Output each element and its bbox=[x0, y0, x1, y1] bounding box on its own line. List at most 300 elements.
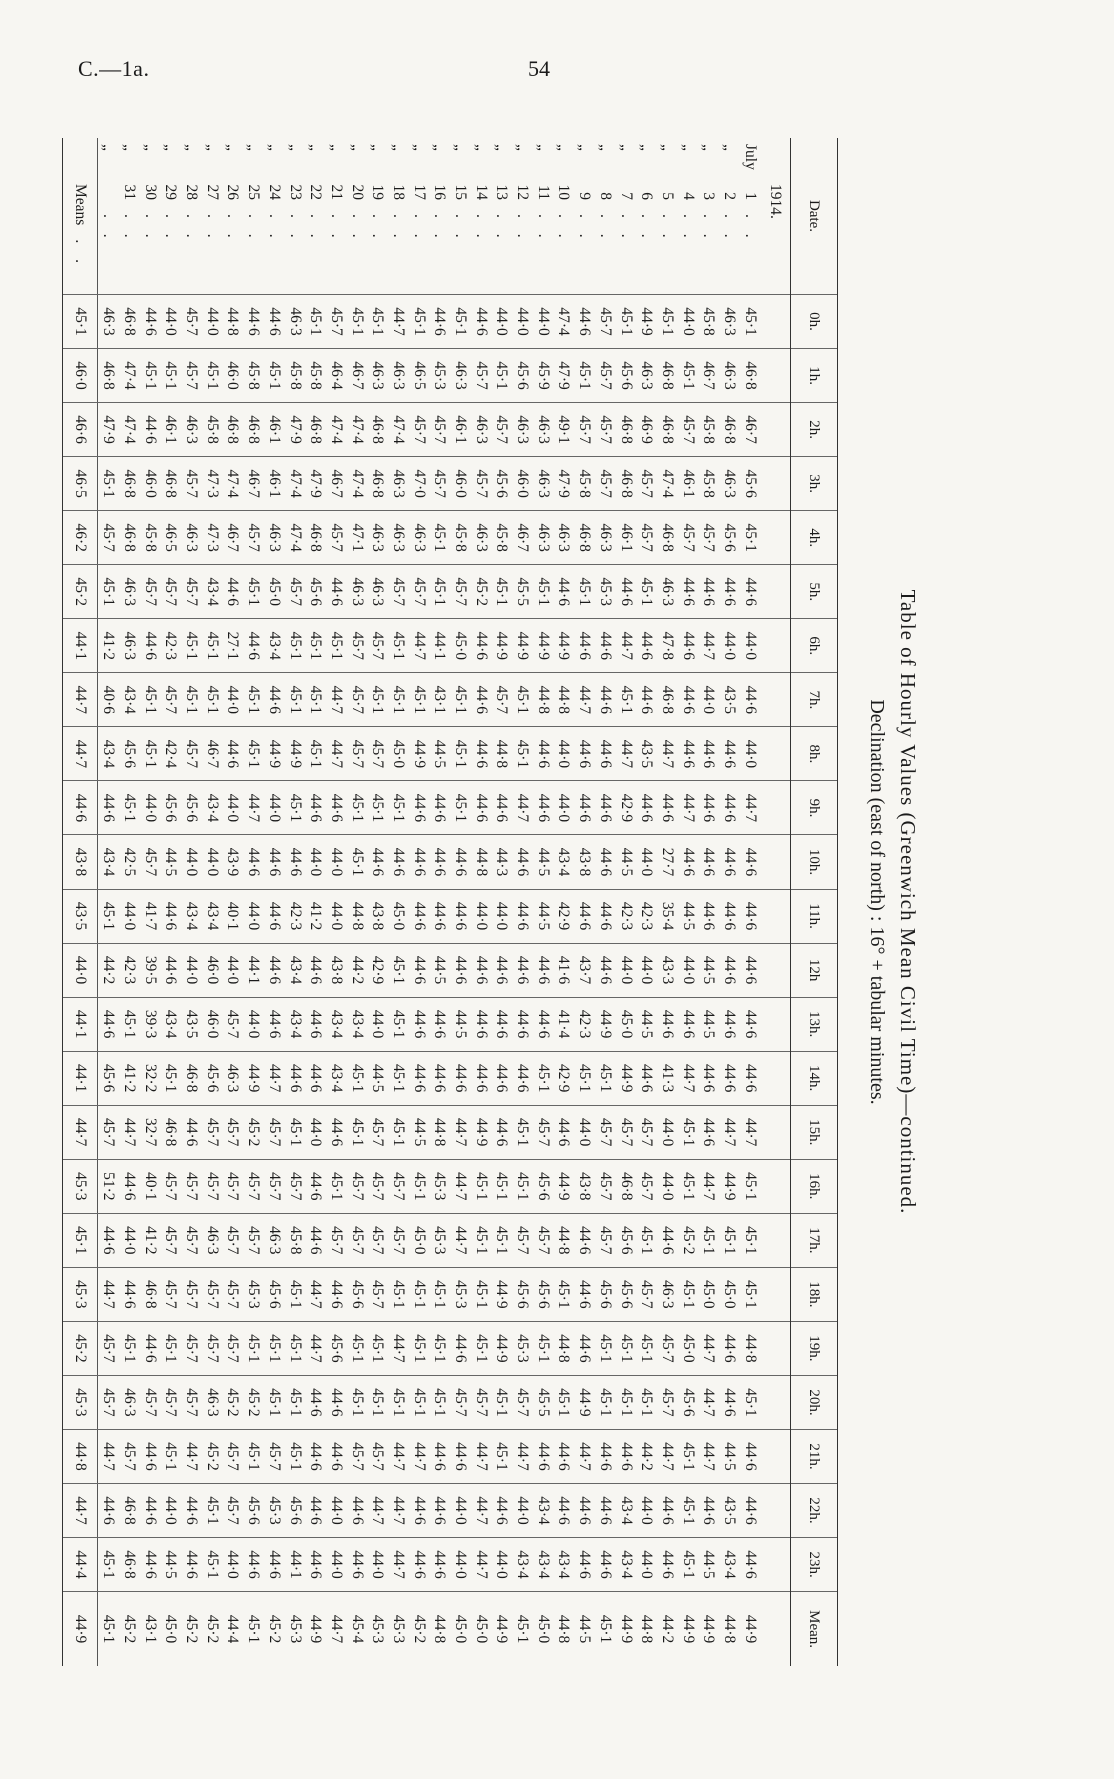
value-cell: 44·9 bbox=[305, 1592, 326, 1666]
value-cell: 45·1 bbox=[284, 619, 305, 673]
month-label: „ bbox=[534, 144, 552, 151]
month-label: July bbox=[741, 144, 759, 170]
value-cell: 44·8 bbox=[532, 673, 553, 727]
value-cell: 44·0 bbox=[326, 889, 347, 943]
date-cell bbox=[98, 138, 119, 295]
value-cell: 46·8 bbox=[305, 403, 326, 457]
value-cell: 46·3 bbox=[470, 511, 491, 565]
value-cell: 45·1 bbox=[346, 835, 367, 889]
value-cell: 44·6 bbox=[139, 1484, 160, 1538]
empty-cell bbox=[760, 1375, 791, 1429]
value-cell: 45·1 bbox=[243, 727, 264, 781]
value-cell: 46·8 bbox=[615, 1159, 636, 1213]
table-row bbox=[388, 138, 409, 1666]
value-cell: 46·3 bbox=[532, 457, 553, 511]
value-cell: 44·6 bbox=[222, 727, 243, 781]
day-number: 5 bbox=[658, 192, 676, 200]
month-label: „ bbox=[183, 144, 201, 151]
value-cell: 45·1 bbox=[367, 781, 388, 835]
value-cell: 45·3 bbox=[388, 1592, 409, 1666]
value-cell: 45·7 bbox=[636, 1267, 657, 1321]
value-cell: 45·7 bbox=[326, 511, 347, 565]
value-cell: 45·1 bbox=[264, 1321, 285, 1375]
value-cell: 42·3 bbox=[615, 889, 636, 943]
value-cell: 45·0 bbox=[470, 1592, 491, 1666]
value-cell: 43·4 bbox=[553, 835, 574, 889]
value-cell: 45·8 bbox=[491, 511, 512, 565]
value-cell: 44·6 bbox=[470, 781, 491, 835]
value-cell: 45·9 bbox=[532, 349, 553, 403]
value-cell: 45·7 bbox=[264, 1429, 285, 1483]
value-cell: 44·6 bbox=[491, 781, 512, 835]
value-cell: 45·7 bbox=[388, 565, 409, 619]
value-cell: 46·0 bbox=[450, 457, 471, 511]
value-cell: 44·6 bbox=[429, 835, 450, 889]
value-cell: 44·0 bbox=[160, 1484, 181, 1538]
value-cell: 45·7 bbox=[160, 1267, 181, 1321]
column-header: 7h. bbox=[791, 673, 838, 727]
value-cell: 45·7 bbox=[284, 1159, 305, 1213]
value-cell: 45·1 bbox=[677, 1484, 698, 1538]
empty-cell bbox=[760, 1429, 791, 1483]
value-cell: 44·7 bbox=[657, 727, 678, 781]
value-cell: 45·1 bbox=[305, 619, 326, 673]
value-cell: 44·7 bbox=[470, 1538, 491, 1592]
value-cell: 44·6 bbox=[429, 1484, 450, 1538]
value-cell: 43·5 bbox=[181, 997, 202, 1051]
value-cell: 46·8 bbox=[139, 1267, 160, 1321]
value-cell: 45·7 bbox=[408, 565, 429, 619]
value-cell: 45·1 bbox=[615, 295, 636, 349]
value-cell: 44·6 bbox=[595, 1538, 616, 1592]
value-cell: 44·7 bbox=[677, 781, 698, 835]
value-cell: 46·8 bbox=[657, 511, 678, 565]
leader-dots: . . bbox=[431, 214, 449, 244]
value-cell: 45·1 bbox=[450, 781, 471, 835]
value-cell: 46·3 bbox=[408, 511, 429, 565]
table-row bbox=[636, 138, 657, 1666]
value-cell: 44·7 bbox=[326, 1592, 347, 1666]
value-cell: 45·0 bbox=[450, 619, 471, 673]
value-cell: 39·3 bbox=[139, 997, 160, 1051]
day-number: 30 bbox=[141, 184, 159, 200]
value-cell: 45·7 bbox=[181, 565, 202, 619]
value-cell: 45·7 bbox=[698, 511, 719, 565]
value-cell: 44·0 bbox=[677, 943, 698, 997]
value-cell: 46·8 bbox=[98, 349, 119, 403]
value-cell: 44·0 bbox=[491, 295, 512, 349]
column-header: 23h. bbox=[791, 1538, 838, 1592]
month-label: „ bbox=[203, 144, 221, 151]
value-cell: 44·1 bbox=[284, 1538, 305, 1592]
value-cell: 44·6 bbox=[698, 781, 719, 835]
table-row bbox=[367, 138, 388, 1666]
value-cell: 44·6 bbox=[615, 1429, 636, 1483]
value-cell: 45·1 bbox=[388, 673, 409, 727]
leader-dots: . . bbox=[183, 214, 201, 244]
value-cell: 44·6 bbox=[574, 889, 595, 943]
value-cell: 44·6 bbox=[595, 1484, 616, 1538]
value-cell: 44·6 bbox=[698, 727, 719, 781]
value-cell: 45·7 bbox=[160, 673, 181, 727]
value-cell: 43·4 bbox=[284, 943, 305, 997]
value-cell: 45·7 bbox=[222, 1159, 243, 1213]
value-cell: 44·6 bbox=[181, 1105, 202, 1159]
mean-value-cell: 45·2 bbox=[63, 565, 98, 619]
day-number: 20 bbox=[348, 184, 366, 200]
month-label: „ bbox=[348, 144, 366, 151]
value-cell: 45·1 bbox=[677, 1538, 698, 1592]
value-cell: 44·6 bbox=[739, 1484, 760, 1538]
value-cell: 27·1 bbox=[222, 619, 243, 673]
value-cell: 44·6 bbox=[719, 835, 740, 889]
date-cell bbox=[470, 138, 491, 295]
value-cell: 45·6 bbox=[491, 457, 512, 511]
value-cell: 46·1 bbox=[264, 403, 285, 457]
value-cell: 46·5 bbox=[408, 349, 429, 403]
value-cell: 45·1 bbox=[284, 781, 305, 835]
leader-dots: . . bbox=[307, 214, 325, 244]
value-cell: 45·1 bbox=[532, 1321, 553, 1375]
value-cell: 45·6 bbox=[243, 1484, 264, 1538]
leader-dots: . . bbox=[162, 214, 180, 244]
month-label: „ bbox=[431, 144, 449, 151]
value-cell: 45·6 bbox=[264, 1267, 285, 1321]
rotated-table-area bbox=[72, 102, 988, 1702]
value-cell: 44·0 bbox=[636, 943, 657, 997]
month-label: „ bbox=[617, 144, 635, 151]
month-label: „ bbox=[245, 144, 263, 151]
value-cell: 45·7 bbox=[119, 1429, 140, 1483]
mean-value-cell: 44·7 bbox=[63, 1484, 98, 1538]
value-cell: 42·9 bbox=[553, 1051, 574, 1105]
date-cell bbox=[222, 138, 243, 295]
date-cell bbox=[491, 138, 512, 295]
value-cell: 45·0 bbox=[450, 1592, 471, 1666]
month-label: „ bbox=[410, 144, 428, 151]
value-cell: 44·6 bbox=[264, 943, 285, 997]
value-cell: 45·1 bbox=[615, 1375, 636, 1429]
value-cell: 44·5 bbox=[698, 943, 719, 997]
value-cell: 43·4 bbox=[98, 835, 119, 889]
value-cell: 44·8 bbox=[553, 1213, 574, 1267]
table-row bbox=[264, 138, 285, 1666]
column-header: 17h. bbox=[791, 1213, 838, 1267]
mean-value-cell: 46·0 bbox=[63, 349, 98, 403]
table-row bbox=[408, 138, 429, 1666]
value-cell: 44·6 bbox=[264, 889, 285, 943]
value-cell: 44·6 bbox=[739, 673, 760, 727]
value-cell: 45·7 bbox=[367, 1213, 388, 1267]
value-cell: 46·8 bbox=[119, 1484, 140, 1538]
value-cell: 44·9 bbox=[491, 1592, 512, 1666]
value-cell: 44·6 bbox=[739, 943, 760, 997]
value-cell: 45·6 bbox=[719, 511, 740, 565]
value-cell: 41·7 bbox=[139, 889, 160, 943]
value-cell: 46·3 bbox=[367, 511, 388, 565]
value-cell: 44·6 bbox=[119, 1159, 140, 1213]
value-cell: 44·6 bbox=[677, 673, 698, 727]
month-label: „ bbox=[679, 144, 697, 151]
date-cell bbox=[615, 138, 636, 295]
value-cell: 45·7 bbox=[264, 1105, 285, 1159]
value-cell: 45·1 bbox=[346, 1375, 367, 1429]
value-cell: 44·6 bbox=[595, 1429, 616, 1483]
value-cell: 42·3 bbox=[160, 619, 181, 673]
value-cell: 46·8 bbox=[160, 457, 181, 511]
value-cell: 45·1 bbox=[574, 349, 595, 403]
value-cell: 45·1 bbox=[553, 1267, 574, 1321]
table-row bbox=[698, 138, 719, 1666]
table-row bbox=[201, 138, 222, 1666]
value-cell: 46·0 bbox=[512, 457, 533, 511]
value-cell: 44·5 bbox=[636, 997, 657, 1051]
leader-dots: . . bbox=[514, 214, 532, 244]
value-cell: 44·0 bbox=[119, 1213, 140, 1267]
value-cell: 44·4 bbox=[222, 1592, 243, 1666]
value-cell: 44·6 bbox=[181, 1484, 202, 1538]
value-cell: 46·8 bbox=[119, 1538, 140, 1592]
value-cell: 44·6 bbox=[739, 1538, 760, 1592]
date-cell bbox=[284, 138, 305, 295]
table-row bbox=[532, 138, 553, 1666]
value-cell: 44·6 bbox=[657, 781, 678, 835]
value-cell: 45·7 bbox=[160, 565, 181, 619]
value-cell: 44·6 bbox=[677, 619, 698, 673]
value-cell: 44·6 bbox=[429, 1538, 450, 1592]
value-cell: 45·2 bbox=[243, 1375, 264, 1429]
month-label: „ bbox=[700, 144, 718, 151]
value-cell: 44·6 bbox=[264, 295, 285, 349]
value-cell: 41·2 bbox=[98, 619, 119, 673]
value-cell: 45·1 bbox=[739, 1213, 760, 1267]
value-cell: 45·7 bbox=[677, 511, 698, 565]
table-row bbox=[595, 138, 616, 1666]
value-cell: 44·6 bbox=[408, 1538, 429, 1592]
leader-dots: . . bbox=[452, 214, 470, 244]
month-label: „ bbox=[389, 144, 407, 151]
value-cell: 44·6 bbox=[305, 1375, 326, 1429]
value-cell: 46·0 bbox=[201, 943, 222, 997]
value-cell: 44·6 bbox=[139, 1429, 160, 1483]
value-cell: 44·2 bbox=[657, 1592, 678, 1666]
value-cell: 43·4 bbox=[181, 889, 202, 943]
value-cell: 45·7 bbox=[139, 1375, 160, 1429]
value-cell: 45·1 bbox=[532, 1051, 553, 1105]
value-cell: 47·4 bbox=[553, 295, 574, 349]
value-cell: 45·1 bbox=[470, 1213, 491, 1267]
value-cell: 44·6 bbox=[429, 997, 450, 1051]
value-cell: 44·6 bbox=[532, 997, 553, 1051]
value-cell: 43·4 bbox=[346, 997, 367, 1051]
value-cell: 44·6 bbox=[388, 835, 409, 889]
mean-value-cell: 46·5 bbox=[63, 457, 98, 511]
value-cell: 45·1 bbox=[595, 1051, 616, 1105]
value-cell: 45·2 bbox=[470, 565, 491, 619]
day-number: 11 bbox=[534, 185, 552, 200]
mean-value-cell: 44·9 bbox=[63, 1592, 98, 1666]
value-cell: 44·7 bbox=[243, 781, 264, 835]
leader-dots: . . bbox=[596, 214, 614, 244]
value-cell: 45·1 bbox=[346, 781, 367, 835]
value-cell: 45·8 bbox=[698, 295, 719, 349]
value-cell: 45·7 bbox=[429, 403, 450, 457]
value-cell: 44·7 bbox=[98, 1429, 119, 1483]
value-cell: 44·7 bbox=[388, 1429, 409, 1483]
value-cell: 44·7 bbox=[615, 619, 636, 673]
value-cell: 44·9 bbox=[491, 619, 512, 673]
mean-value-cell: 43·5 bbox=[63, 889, 98, 943]
value-cell: 45·1 bbox=[119, 997, 140, 1051]
value-cell: 45·7 bbox=[346, 727, 367, 781]
value-cell: 45·8 bbox=[574, 457, 595, 511]
value-cell: 45·2 bbox=[181, 1592, 202, 1666]
value-cell: 44·9 bbox=[615, 1051, 636, 1105]
value-cell: 44·6 bbox=[739, 565, 760, 619]
value-cell: 44·0 bbox=[201, 835, 222, 889]
value-cell: 45·7 bbox=[450, 1375, 471, 1429]
value-cell: 44·7 bbox=[698, 1375, 719, 1429]
value-cell: 46·3 bbox=[201, 1213, 222, 1267]
value-cell: 43·5 bbox=[719, 673, 740, 727]
leader-dots: . . bbox=[493, 214, 511, 244]
value-cell: 40·1 bbox=[222, 889, 243, 943]
date-cell bbox=[305, 138, 326, 295]
month-label: „ bbox=[720, 144, 738, 151]
value-cell: 45·8 bbox=[698, 457, 719, 511]
value-cell: 44·6 bbox=[367, 835, 388, 889]
day-number: 17 bbox=[410, 184, 428, 200]
day-number: 24 bbox=[265, 184, 283, 200]
value-cell: 45·1 bbox=[388, 1051, 409, 1105]
value-cell: 44·6 bbox=[284, 1051, 305, 1105]
value-cell: 44·0 bbox=[636, 1538, 657, 1592]
value-cell: 45·1 bbox=[512, 1592, 533, 1666]
value-cell: 44·6 bbox=[491, 1051, 512, 1105]
value-cell: 45·1 bbox=[284, 1105, 305, 1159]
value-cell: 45·1 bbox=[264, 349, 285, 403]
value-cell: 46·7 bbox=[346, 349, 367, 403]
value-cell: 44·6 bbox=[739, 997, 760, 1051]
value-cell: 49·1 bbox=[553, 403, 574, 457]
value-cell: 45·1 bbox=[201, 349, 222, 403]
value-cell: 44·6 bbox=[553, 565, 574, 619]
value-cell: 44·9 bbox=[491, 1267, 512, 1321]
value-cell: 44·6 bbox=[532, 943, 553, 997]
value-cell: 45·1 bbox=[491, 1429, 512, 1483]
value-cell: 43·4 bbox=[98, 727, 119, 781]
value-cell: 44·6 bbox=[574, 1321, 595, 1375]
value-cell: 46·4 bbox=[326, 349, 347, 403]
mean-value-cell: 44·1 bbox=[63, 1051, 98, 1105]
value-cell: 45·1 bbox=[595, 1321, 616, 1375]
value-cell: 44·5 bbox=[719, 1429, 740, 1483]
value-cell: 44·0 bbox=[326, 835, 347, 889]
value-cell: 45·1 bbox=[243, 1321, 264, 1375]
value-cell: 44·6 bbox=[698, 1051, 719, 1105]
value-cell: 44·6 bbox=[512, 943, 533, 997]
value-cell: 45·7 bbox=[512, 1213, 533, 1267]
value-cell: 46·3 bbox=[512, 403, 533, 457]
value-cell: 44·6 bbox=[305, 1484, 326, 1538]
value-cell: 45·7 bbox=[264, 1159, 285, 1213]
value-cell: 45·7 bbox=[284, 565, 305, 619]
value-cell: 44·7 bbox=[388, 1538, 409, 1592]
value-cell: 47·4 bbox=[388, 403, 409, 457]
value-cell: 43·4 bbox=[326, 997, 347, 1051]
value-cell: 44·6 bbox=[98, 1213, 119, 1267]
value-cell: 45·7 bbox=[98, 1321, 119, 1375]
value-cell: 44·9 bbox=[574, 1375, 595, 1429]
day-number: 23 bbox=[286, 184, 304, 200]
date-cell bbox=[264, 138, 285, 295]
leader-dots: . . bbox=[245, 214, 263, 244]
date-cell bbox=[574, 138, 595, 295]
value-cell: 45·6 bbox=[615, 1213, 636, 1267]
value-cell: 44·8 bbox=[719, 1592, 740, 1666]
value-cell: 32·7 bbox=[139, 1105, 160, 1159]
date-cell bbox=[677, 138, 698, 295]
value-cell: 46·1 bbox=[450, 403, 471, 457]
value-cell: 43·4 bbox=[532, 1538, 553, 1592]
value-cell: 45·1 bbox=[532, 565, 553, 619]
value-cell: 46·1 bbox=[615, 511, 636, 565]
value-cell: 44·6 bbox=[160, 889, 181, 943]
value-cell: 46·3 bbox=[719, 457, 740, 511]
value-cell: 41·2 bbox=[119, 1051, 140, 1105]
mean-value-cell: 44·7 bbox=[63, 673, 98, 727]
value-cell: 45·7 bbox=[243, 511, 264, 565]
date-cell bbox=[719, 138, 740, 295]
value-cell: 44·9 bbox=[470, 1105, 491, 1159]
value-cell: 27·7 bbox=[657, 835, 678, 889]
table-row bbox=[719, 138, 740, 1666]
value-cell: 47·8 bbox=[657, 619, 678, 673]
leader-dots: . . bbox=[617, 214, 635, 244]
day-number: 13 bbox=[493, 184, 511, 200]
value-cell: 44·8 bbox=[222, 295, 243, 349]
page-header-left: C.—1a. bbox=[78, 56, 150, 81]
value-cell: 45·7 bbox=[388, 1213, 409, 1267]
value-cell: 45·7 bbox=[222, 1213, 243, 1267]
value-cell: 44·9 bbox=[615, 1592, 636, 1666]
month-label: „ bbox=[555, 144, 573, 151]
value-cell: 45·6 bbox=[346, 1267, 367, 1321]
value-cell: 45·6 bbox=[512, 1267, 533, 1321]
value-cell: 44·0 bbox=[326, 1484, 347, 1538]
value-cell: 43·5 bbox=[636, 727, 657, 781]
mean-value-cell: 45·3 bbox=[63, 1159, 98, 1213]
value-cell: 45·1 bbox=[284, 1375, 305, 1429]
value-cell: 46·3 bbox=[532, 511, 553, 565]
value-cell: 44·6 bbox=[264, 997, 285, 1051]
value-cell: 46·7 bbox=[698, 349, 719, 403]
value-cell: 45·7 bbox=[181, 727, 202, 781]
value-cell: 44·0 bbox=[181, 943, 202, 997]
value-cell: 44·6 bbox=[429, 781, 450, 835]
value-cell: 44·6 bbox=[305, 943, 326, 997]
value-cell: 44·9 bbox=[719, 1159, 740, 1213]
value-cell: 45·1 bbox=[367, 295, 388, 349]
value-cell: 44·6 bbox=[574, 1213, 595, 1267]
value-cell: 44·7 bbox=[698, 619, 719, 673]
table-row bbox=[470, 138, 491, 1666]
page-number: 54 bbox=[528, 56, 550, 81]
value-cell: 44·7 bbox=[470, 1484, 491, 1538]
value-cell: 43·3 bbox=[657, 943, 678, 997]
mean-value-cell: 44·1 bbox=[63, 997, 98, 1051]
value-cell: 45·7 bbox=[181, 457, 202, 511]
